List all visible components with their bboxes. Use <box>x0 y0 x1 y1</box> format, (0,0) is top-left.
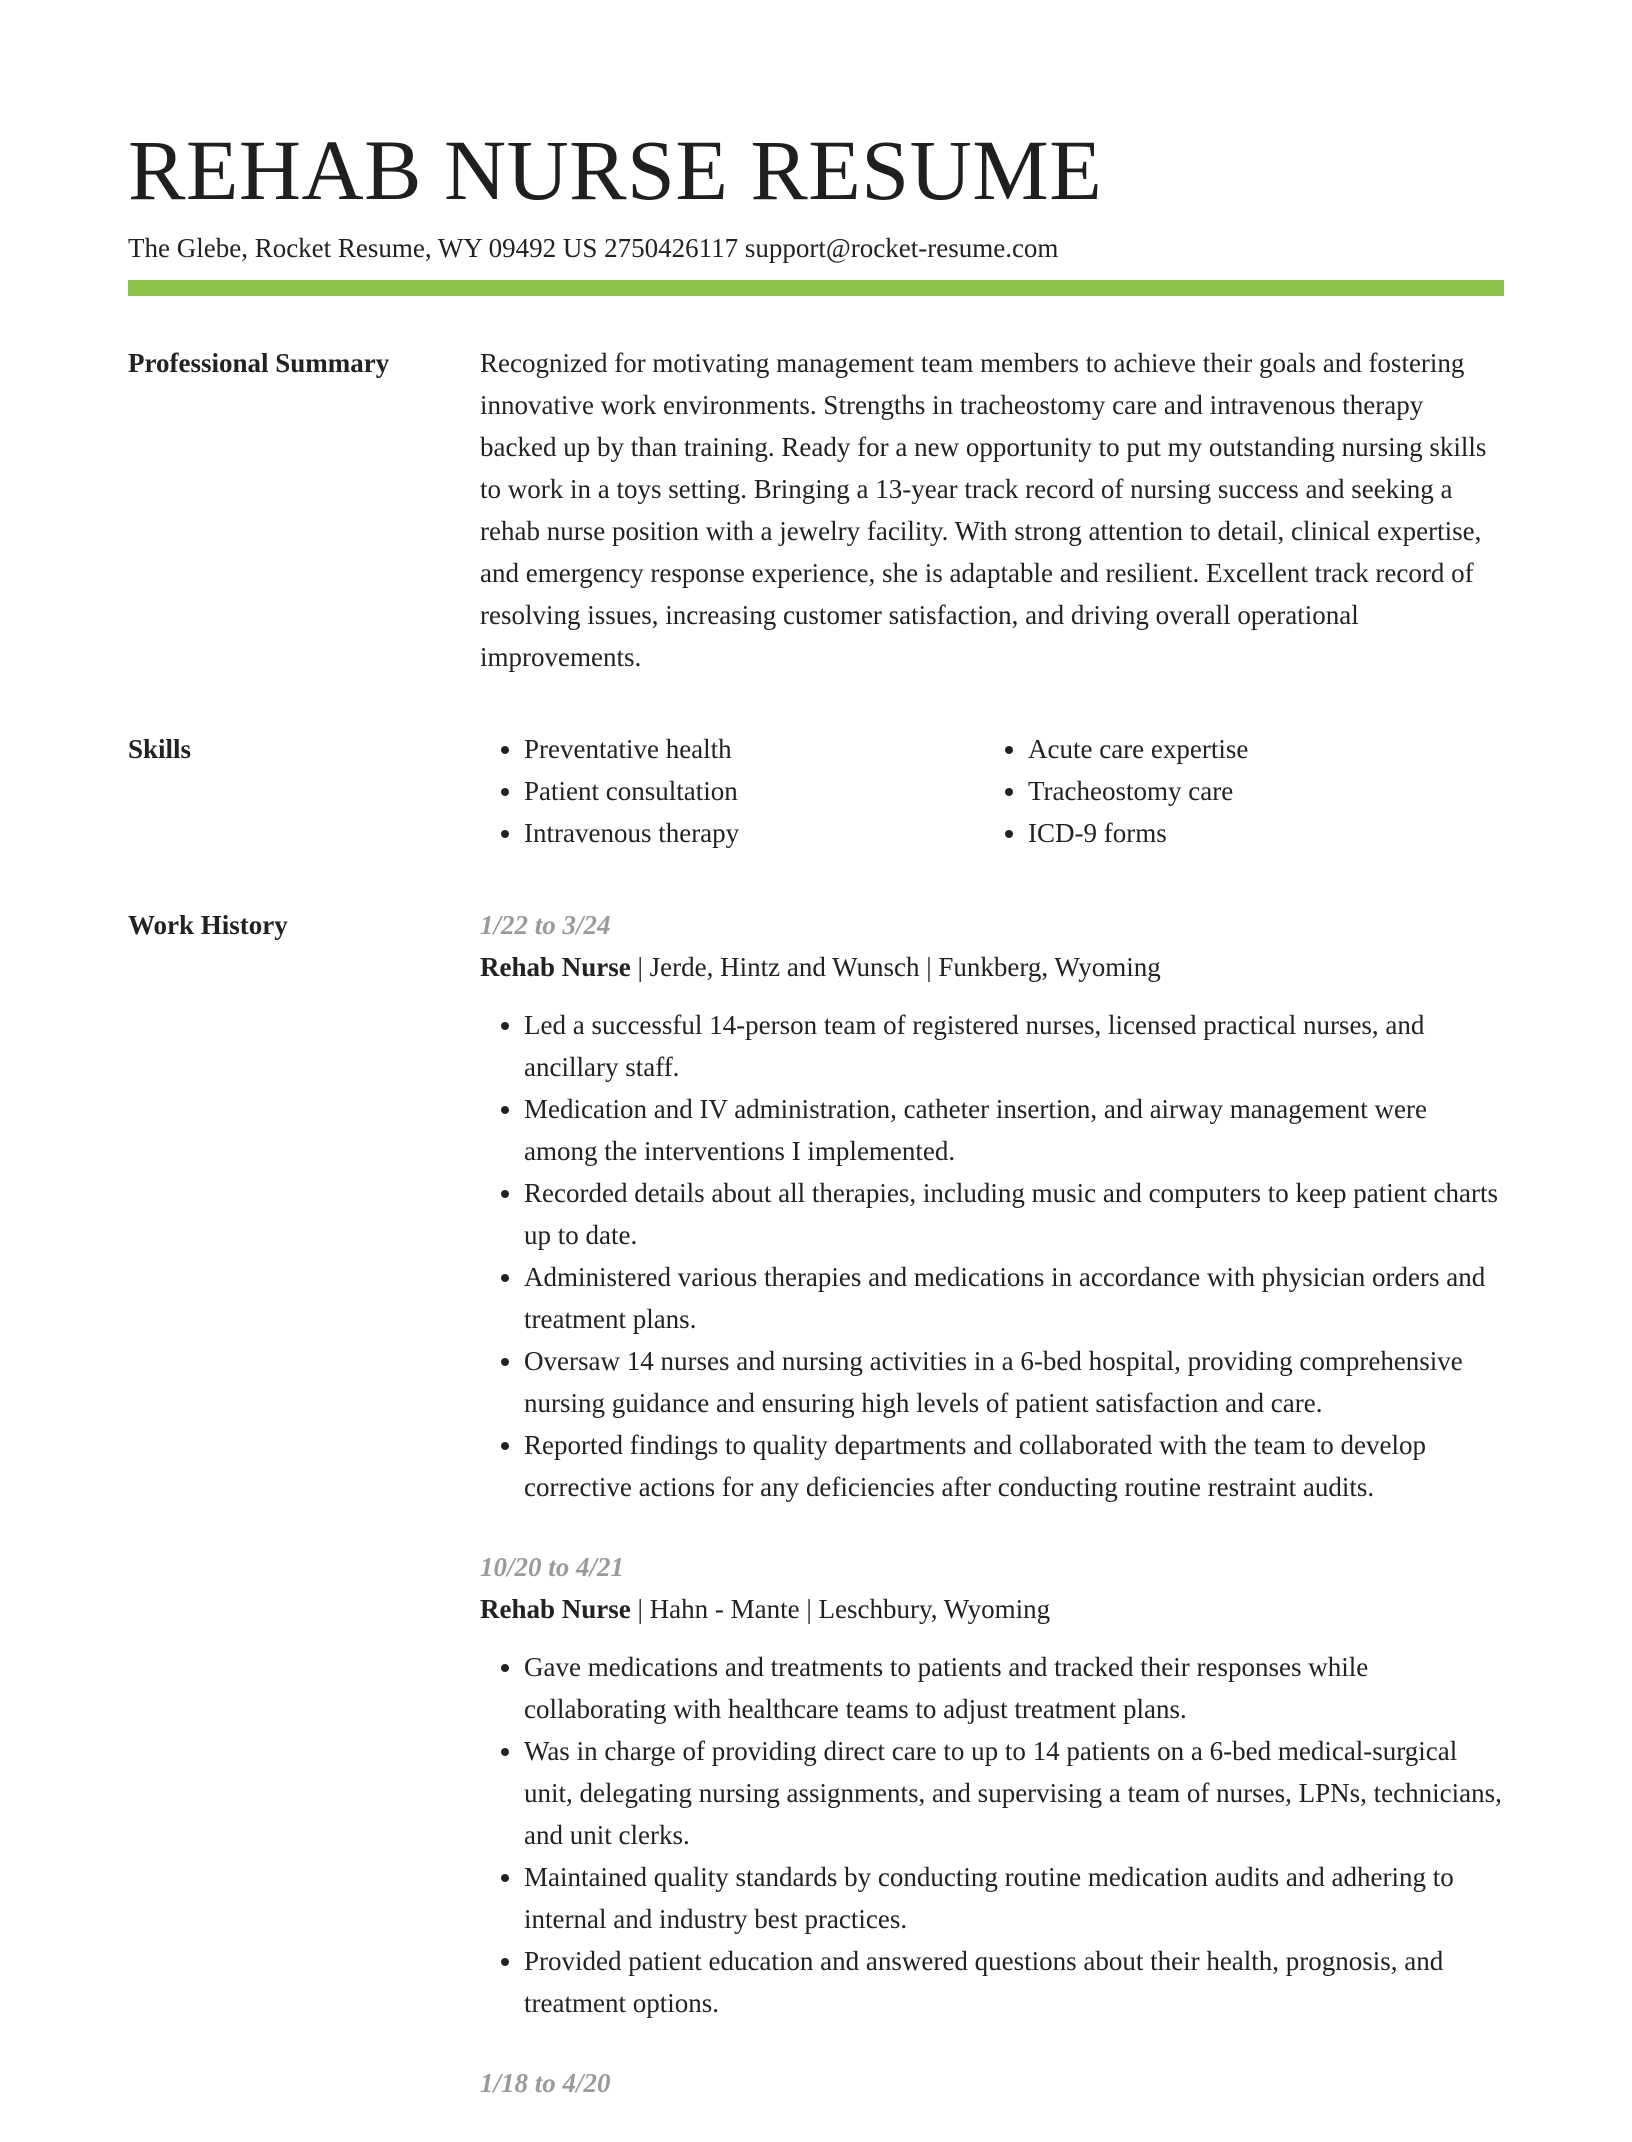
skill-item: • Patient consultation <box>524 770 984 812</box>
skill-item: • Tracheostomy care <box>1028 770 1488 812</box>
skills-section <box>128 728 1504 854</box>
section-label-work-history: Work History <box>128 910 288 940</box>
job-entry <box>480 1546 1504 2024</box>
job-details: | Hahn - Mante | Leschbury, Wyoming <box>630 1594 1051 1624</box>
job-header <box>480 1588 1504 1630</box>
header-divider <box>128 280 1504 296</box>
job-bullet-list <box>480 1004 1504 1508</box>
skill-item: • Preventative health <box>524 728 984 770</box>
job-dates: 1/18 to 4/20 <box>480 2068 611 2098</box>
skills-list-left <box>480 728 984 854</box>
job-bullet: • Gave medications and treatments to patients and tracked their responses while collaborating with healthcare teams to adjust treatment plans. <box>524 1646 1504 1730</box>
professional-summary-section <box>128 342 1504 678</box>
skills-list-right <box>984 728 1488 854</box>
job-bullet: • Was in charge of providing direct care to up to 14 patients on a 6-bed medical-surgical unit, delegating nursing assignments, and supervising a team of nurses, LPNs, technicians, and unit clerks. <box>524 1730 1504 1856</box>
job-dates: 10/20 to 4/21 <box>480 1552 625 1582</box>
job-title: Rehab Nurse <box>480 1594 631 1624</box>
section-label-skills: Skills <box>128 734 192 764</box>
job-details: | Jerde, Hintz and Wunsch | Funkberg, Wyoming <box>630 952 1161 982</box>
work-history-section <box>128 904 1504 2142</box>
job-entry <box>480 904 1504 1508</box>
summary-text: Recognized for motivating management team members to achieve their goals and fostering innovative work environments. Strengths in tracheostomy care and intravenous therapy backed up by than training. Ready for a new opportunity to put my outstanding nursing skills to work in a toys setting. Bringing a 13-year track record of nursing success and seeking a rehab nurse position with a jewelry facility. With strong attention to detail, clinical expertise, and emergency response experience, she is adaptable and resilient. Excellent track record of resolving issues, increasing customer satisfaction, and driving overall operational improvements. <box>480 348 1487 672</box>
resume-page <box>128 120 1504 2142</box>
job-bullet-list <box>480 1646 1504 2024</box>
job-bullet: • Led a successful 14-person team of registered nurses, licensed practical nurses, and ancillary staff. <box>524 1004 1504 1088</box>
job-bullet: • Reported findings to quality departments and collaborated with the team to develop corrective actions for any deficiencies after conducting routine restraint audits. <box>524 1424 1504 1508</box>
job-dates: 1/22 to 3/24 <box>480 910 611 940</box>
job-bullet: • Administered various therapies and medications in accordance with physician orders and treatment plans. <box>524 1256 1504 1340</box>
job-title: Rehab Nurse <box>480 952 631 982</box>
page-title: REHAB NURSE RESUME <box>128 122 1103 218</box>
skill-item: • ICD-9 forms <box>1028 812 1488 854</box>
contact-line: The Glebe, Rocket Resume, WY 09492 US 2750426117 support@rocket-resume.com <box>128 233 1059 263</box>
job-bullet: • Provided patient education and answered questions about their health, prognosis, and treatment options. <box>524 1940 1504 2024</box>
job-entry <box>480 2062 1504 2104</box>
section-label-summary: Professional Summary <box>128 348 390 378</box>
job-bullet: • Medication and IV administration, catheter insertion, and airway management were among the interventions I implemented. <box>524 1088 1504 1172</box>
skill-item: • Acute care expertise <box>1028 728 1488 770</box>
job-bullet: • Maintained quality standards by conducting routine medication audits and adhering to internal and industry best practices. <box>524 1856 1504 1940</box>
skill-item: • Intravenous therapy <box>524 812 984 854</box>
job-bullet: • Oversaw 14 nurses and nursing activities in a 6-bed hospital, providing comprehensive nursing guidance and ensuring high levels of patient satisfaction and care. <box>524 1340 1504 1424</box>
job-header <box>480 946 1504 988</box>
job-bullet: • Recorded details about all therapies, including music and computers to keep patient charts up to date. <box>524 1172 1504 1256</box>
